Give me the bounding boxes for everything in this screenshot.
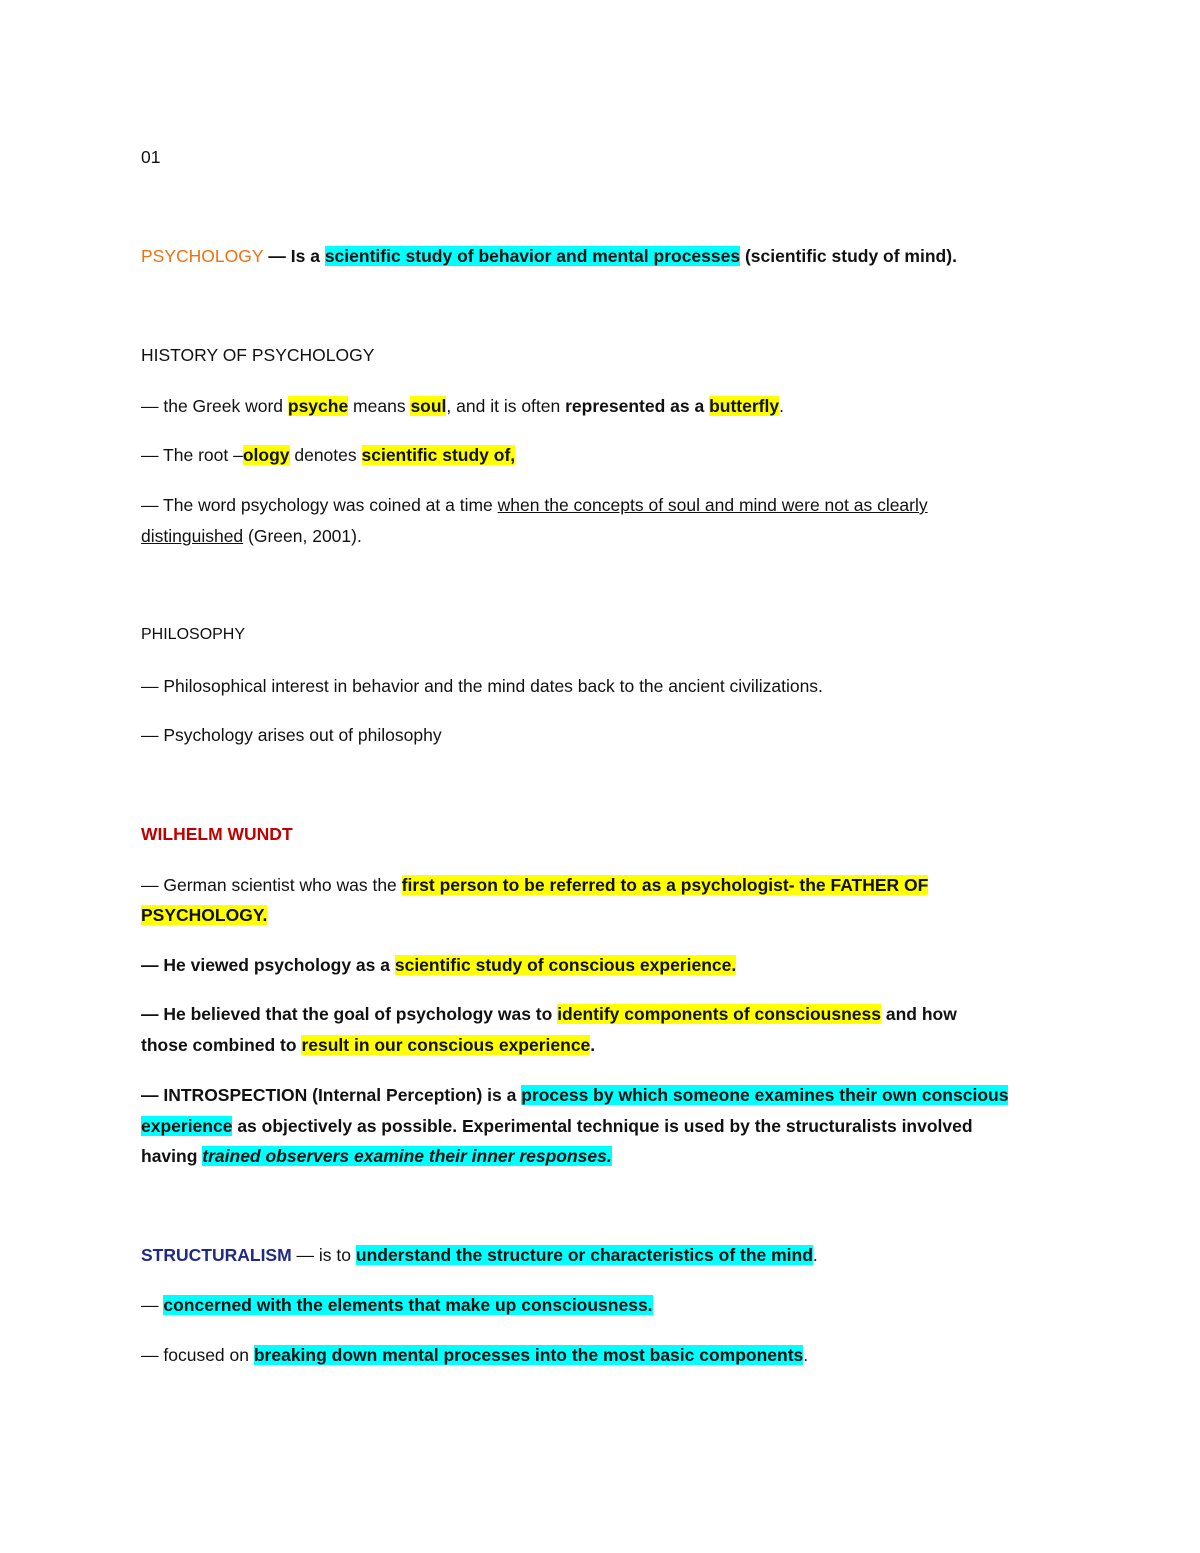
text-run: — He believed that the goal of psychology was to bbox=[141, 1004, 558, 1024]
highlight-result: result in our conscious experience bbox=[301, 1035, 591, 1055]
text-run: . bbox=[803, 1345, 809, 1365]
highlight-structure: understand the structure or characteristics of the mind bbox=[355, 1245, 813, 1265]
text-run: . bbox=[779, 396, 784, 416]
psychology-highlight: scientific study of behavior and mental processes bbox=[324, 246, 741, 266]
history-line-coined bbox=[141, 493, 928, 517]
philosophy-line-1: — Philosophical interest in behavior and the mind dates back to the ancient civilizations. bbox=[141, 676, 823, 696]
text-run: — The word psychology was coined at a time bbox=[141, 495, 498, 515]
text-run: having bbox=[141, 1146, 203, 1166]
text-run: as objectively as possible. Experimental technique is used by the structuralists involved bbox=[232, 1116, 973, 1136]
philosophy-line-2: — Psychology arises out of philosophy bbox=[141, 725, 442, 745]
highlight-experience: experience bbox=[141, 1116, 233, 1136]
wundt-line-2 bbox=[141, 953, 736, 977]
text-run: those combined to bbox=[141, 1035, 302, 1055]
highlight-identify-components: identify components of consciousness bbox=[557, 1004, 881, 1024]
structuralism-line-3 bbox=[141, 1343, 808, 1367]
wundt-line-4 bbox=[141, 1083, 1008, 1107]
psychology-definition bbox=[141, 244, 957, 268]
text-run: denotes bbox=[289, 445, 362, 465]
history-line-root bbox=[141, 443, 515, 467]
psychology-tail: (scientific study of mind). bbox=[740, 246, 957, 266]
text-run: (Green, 2001). bbox=[243, 526, 362, 546]
highlight-conscious-experience: scientific study of conscious experience. bbox=[394, 955, 737, 975]
wundt-line-4-cont-2 bbox=[141, 1144, 612, 1168]
wundt-line-1 bbox=[141, 873, 928, 897]
page-number: 01 bbox=[141, 147, 161, 167]
history-line-greek bbox=[141, 394, 784, 418]
highlight-scientific-study-of: scientific study of, bbox=[361, 445, 516, 465]
highlight-breaking-down: breaking down mental processes into the most basic components bbox=[253, 1345, 804, 1365]
text-run: — bbox=[141, 1295, 164, 1315]
highlight-process: process by which someone examines their own conscious bbox=[521, 1085, 1009, 1105]
underlined-run: when the concepts of soul and mind were not as clearly bbox=[497, 495, 928, 515]
history-heading: HISTORY OF PSYCHOLOGY bbox=[141, 345, 375, 365]
text-run: and how bbox=[881, 1004, 957, 1024]
text-run: means bbox=[348, 396, 411, 416]
text-run: — He viewed psychology as a bbox=[141, 955, 395, 975]
text-run: — the Greek word bbox=[141, 396, 288, 416]
wundt-line-3 bbox=[141, 1002, 957, 1026]
highlight-elements: concerned with the elements that make up consciousness. bbox=[163, 1295, 653, 1315]
structuralism-line-1 bbox=[141, 1243, 818, 1267]
psychology-dash: — Is a bbox=[263, 246, 325, 266]
text-run: — German scientist who was the bbox=[141, 875, 402, 895]
highlight-soul: soul bbox=[410, 396, 447, 416]
highlight-father: PSYCHOLOGY. bbox=[141, 905, 268, 925]
text-run: — INTROSPECTION (Internal Perception) is a bbox=[141, 1085, 522, 1105]
bold-run: represented as a bbox=[565, 396, 710, 416]
wundt-heading: WILHELM WUNDT bbox=[141, 824, 293, 844]
philosophy-heading: PHILOSOPHY bbox=[141, 626, 246, 643]
underlined-run: distinguished bbox=[141, 526, 244, 546]
text-run: . bbox=[812, 1245, 818, 1265]
text-run: — The root – bbox=[141, 445, 243, 465]
wundt-line-4-cont bbox=[141, 1114, 973, 1138]
structuralism-term: STRUCTURALISM bbox=[141, 1245, 292, 1265]
text-run: . bbox=[590, 1035, 596, 1055]
highlight-ology: ology bbox=[242, 445, 290, 465]
text-run: — focused on bbox=[141, 1345, 254, 1365]
highlight-butterfly: butterfly bbox=[709, 396, 780, 416]
text-run: — is to bbox=[291, 1245, 356, 1265]
highlight-trained-observers: trained observers examine their inner responses. bbox=[202, 1146, 612, 1166]
structuralism-line-2 bbox=[141, 1293, 653, 1317]
wundt-line-1-cont bbox=[141, 903, 267, 927]
highlight-first-person: first person to be referred to as a psychologist- the FATHER OF bbox=[401, 875, 929, 895]
history-line-coined-cont bbox=[141, 524, 362, 548]
psychology-term: PSYCHOLOGY bbox=[141, 246, 264, 266]
text-run: , and it is often bbox=[446, 396, 566, 416]
highlight-psyche: psyche bbox=[287, 396, 349, 416]
wundt-line-3-cont bbox=[141, 1033, 595, 1057]
